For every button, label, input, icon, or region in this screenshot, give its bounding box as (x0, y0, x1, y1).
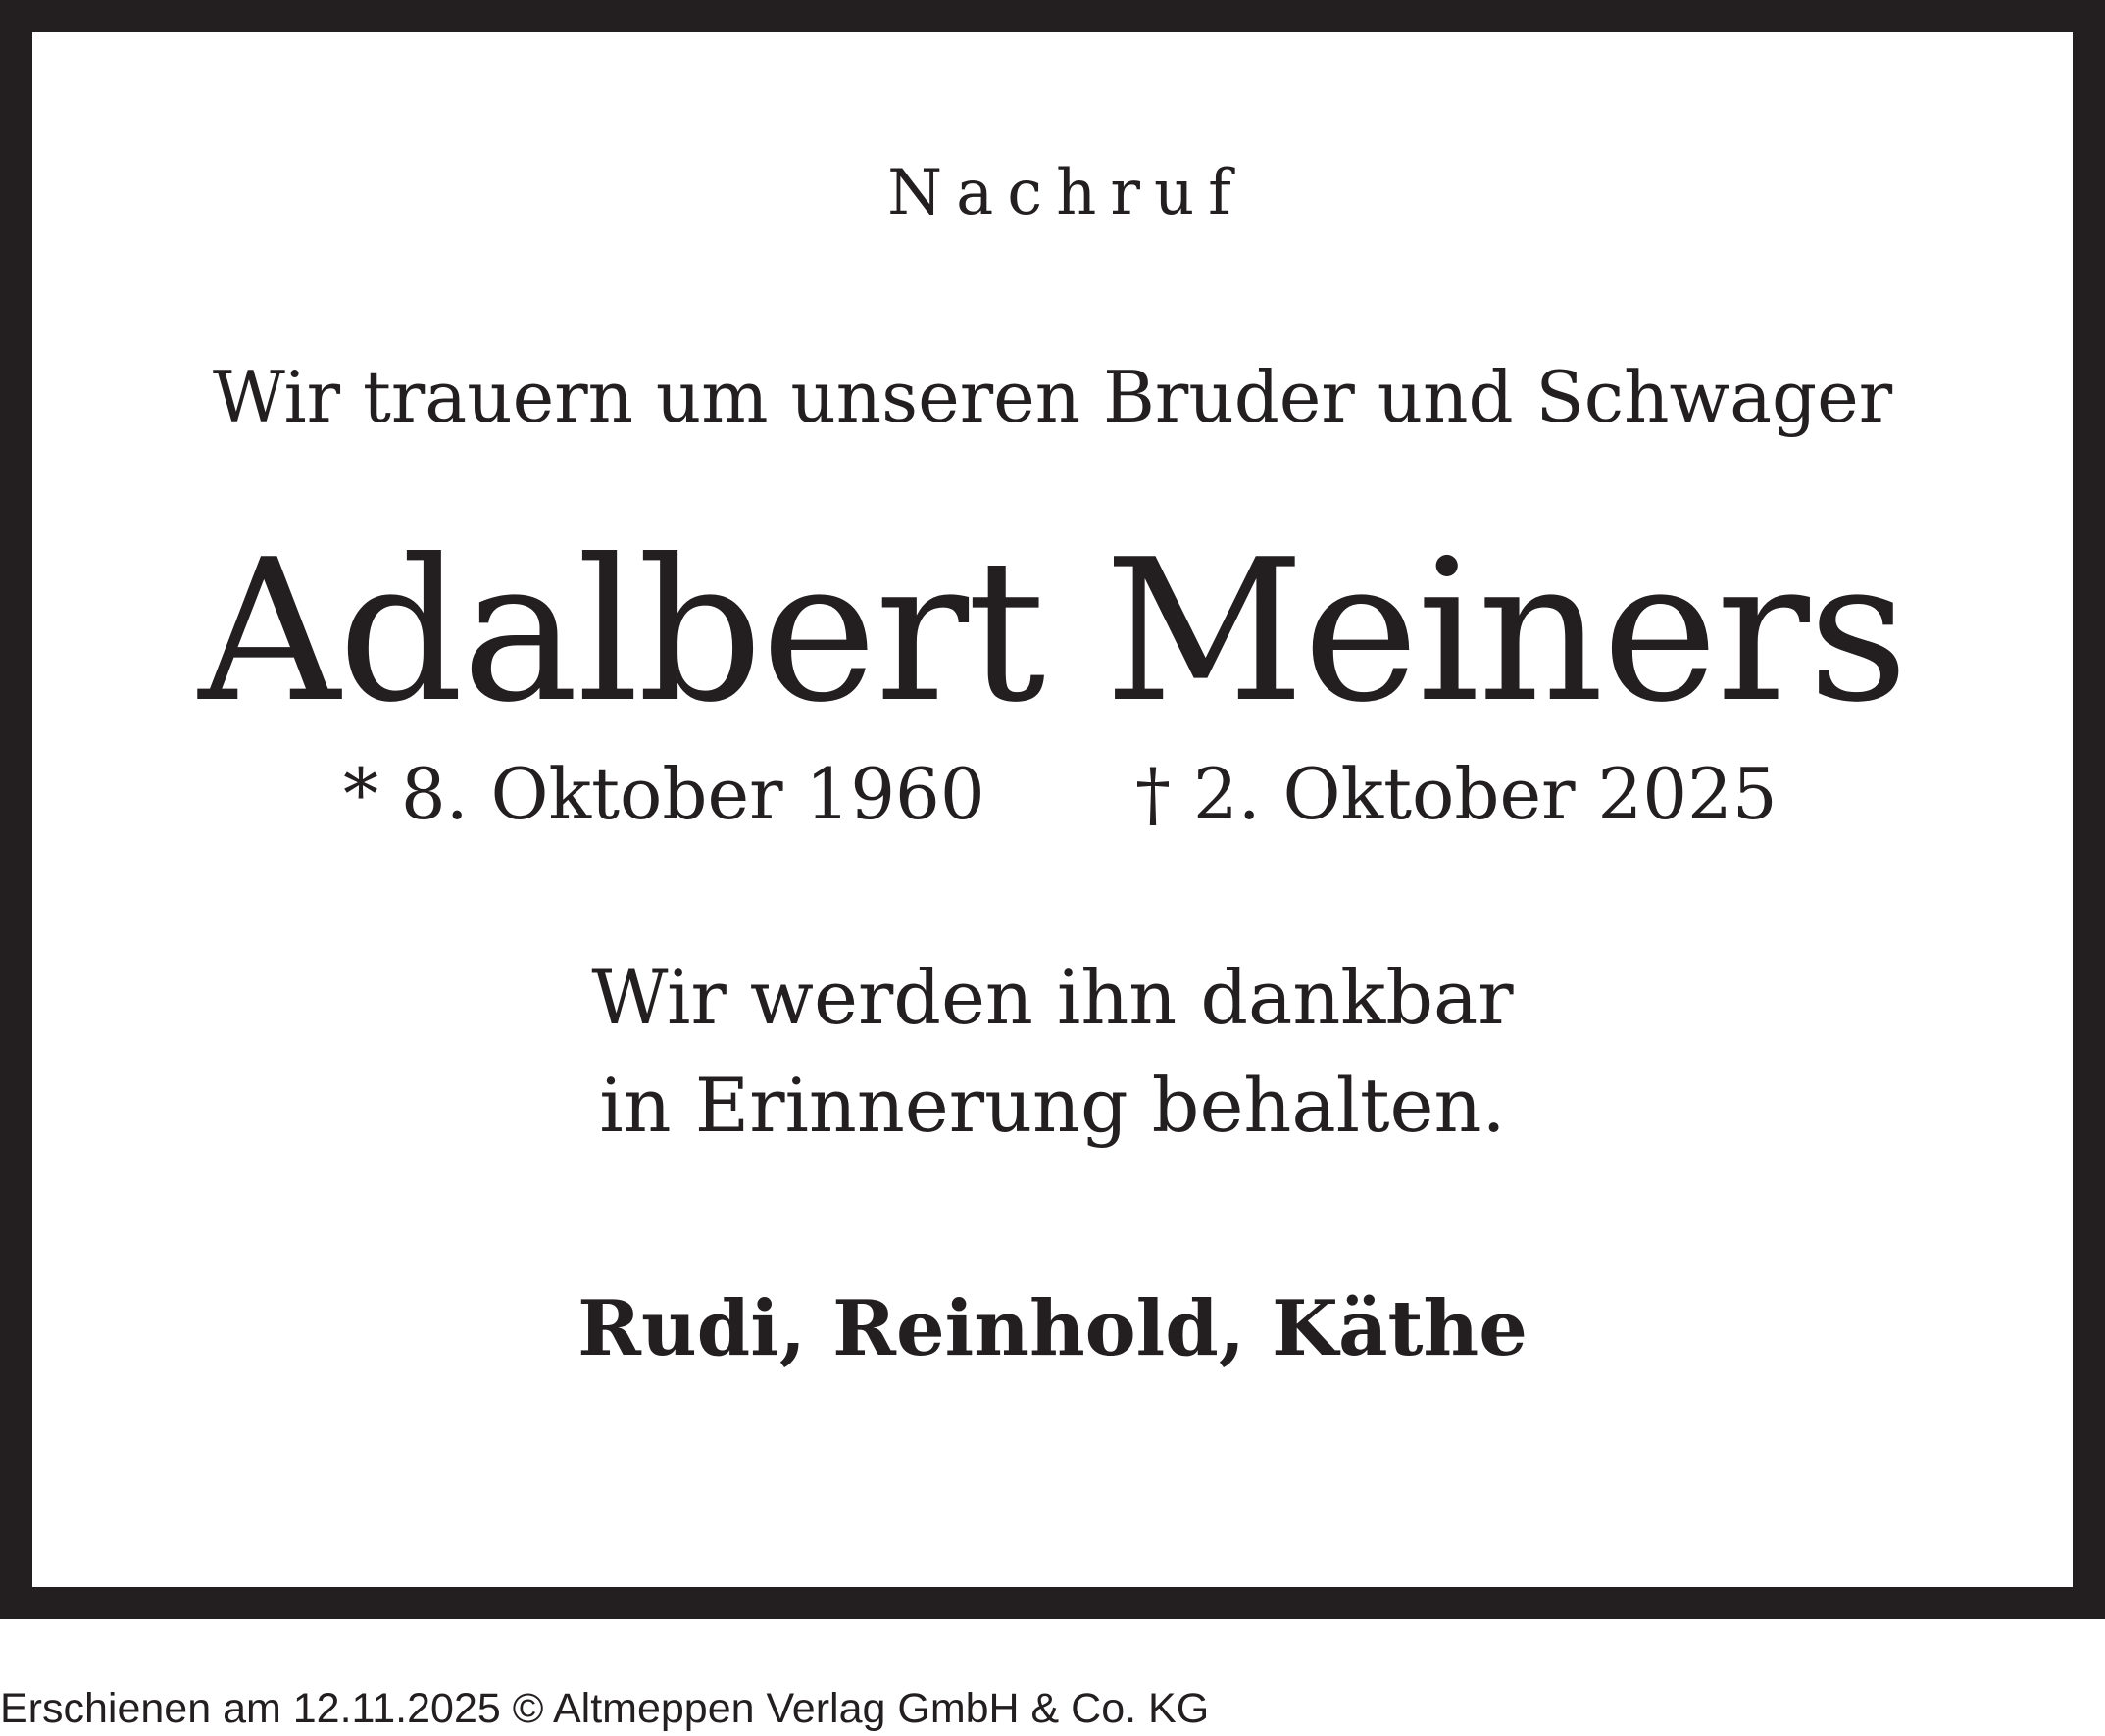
notice-intro-text: Wir trauern um unseren Bruder und Schwager (212, 356, 1893, 438)
deceased-name: Adalbert Meiners (198, 518, 1907, 746)
life-dates (0, 745, 2105, 843)
birth-date: * 8. Oktober 1960 (343, 753, 985, 835)
publication-footer: Erschienen am 12.11.2025 © Altmeppen Verlag GmbH & Co. KG (0, 1685, 1210, 1732)
signatories: Rudi, Reinhold, Käthe (577, 1284, 1528, 1373)
memorial-message-line-1: Wir werden ihn dankbar (591, 954, 1514, 1041)
memorial-message-line-2: in Erinnerung behalten. (599, 1062, 1506, 1149)
death-date: † 2. Oktober 2025 (1135, 753, 1778, 835)
notice-heading: Nachruf (887, 157, 1245, 229)
